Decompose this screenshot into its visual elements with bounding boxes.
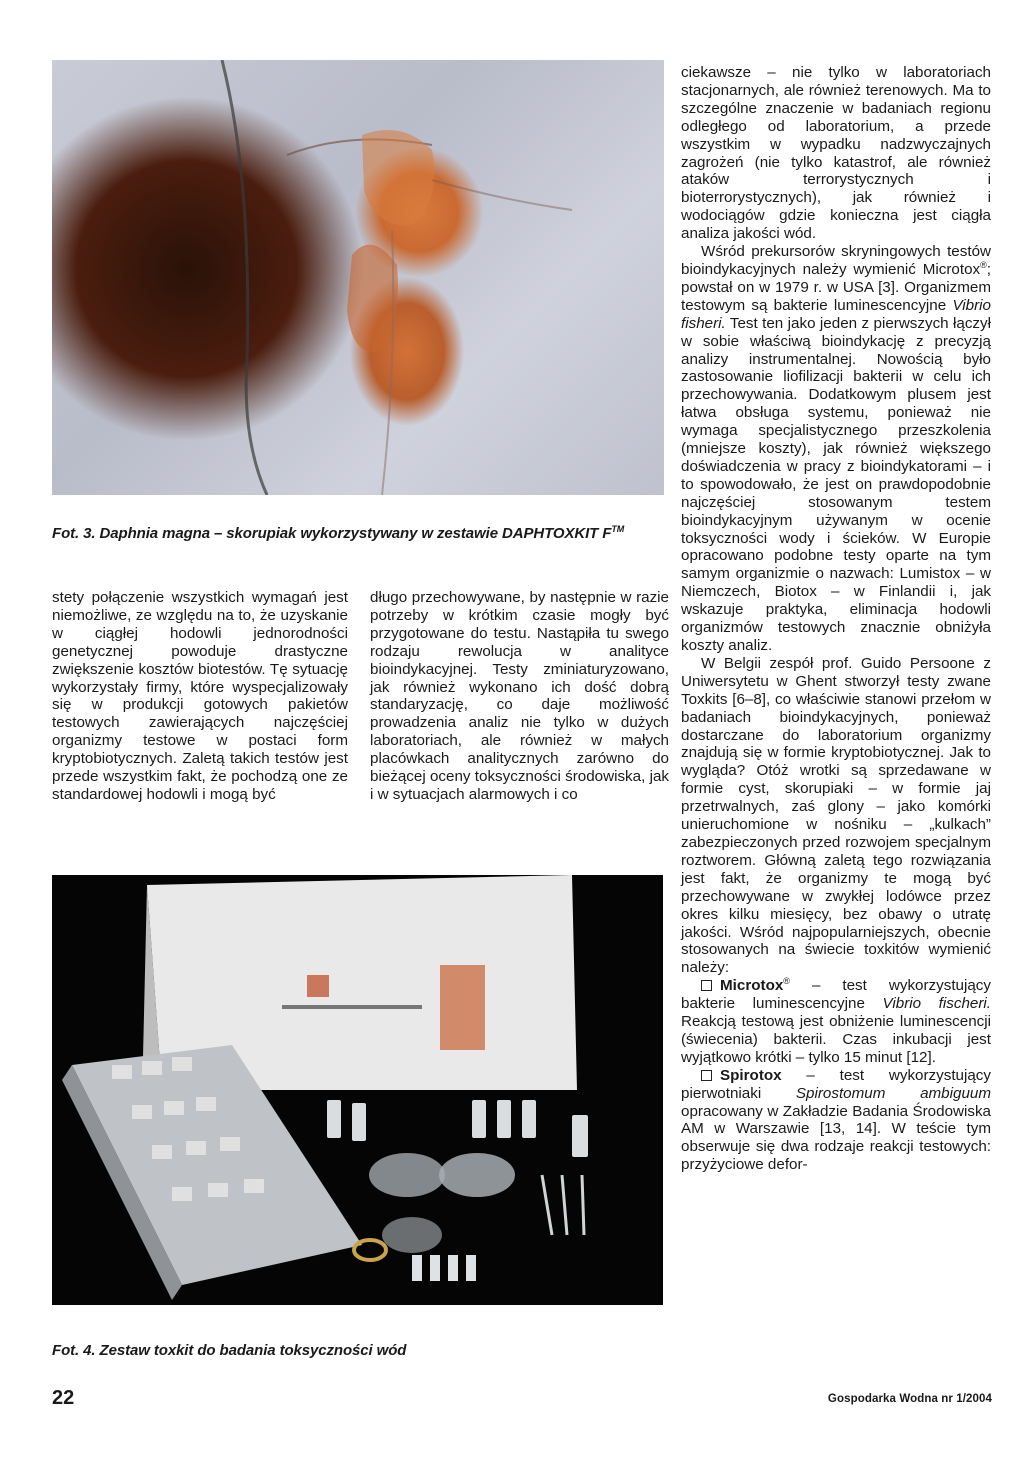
list-item: Microtox® – test wykorzystujący bakterie luminescencyjne Vibrio fischeri. Reakcją testową jest obniżenie luminescencji (świecenia) bakterii. Czas inkubacji jest wyjątkowo krótki – tylko 15 minut [12]. — [681, 976, 991, 1066]
toxkit-photo — [52, 875, 663, 1305]
checkbox-square-icon — [701, 980, 712, 991]
page-number: 22 — [52, 1387, 75, 1409]
text-column-1 — [52, 589, 348, 804]
text-column-3 — [681, 64, 991, 1174]
paragraph: W Belgii zespół prof. Guido Persoone z Uniwersytetu w Ghent stworzył testy zwane Toxkits [6–8], co właściwie stanowi przełom w badaniach bioindykacyjnych, ponieważ dostarczane do laboratorium organizmy znajdują się w formie kryptobiotycznej. Jak to wygląda? Otóż wrotki są sprzedawane w formie cyst, skorupiaki – w formie jaj przetrwalnych, zaś glony – jako komórki unieruchomione w nośniku – „kulkach” zabezpieczonych przed rozwojem specjalnym roztworem. Główną zaletą tego rozwiązania jest fakt, że organizmy te mogą być przechowywane w zwykłej lodówce przez okres kilku miesięcy, bez obawy o utratę jakości. Wśród najpopularniejszych, obecnie stosowanych na świecie toxkitów wymienić należy: — [681, 654, 991, 977]
paragraph: stety połączenie wszystkich wymagań jest niemożliwe, ze względu na to, że uzyskanie w ciągłej hodowli jednorodności genetycznej powoduje drastyczne zwiększenie kosztów biotestów. Tę sytuację wykorzystały firmy, które wyspecjalizowały się w produkcji gotowych pakietów testowych zawierających najczęściej organizmy testowe w postaci form kryptobiotycznych. Zaletą takich testów jest przede wszystkim fakt, że pochodzą one ze standardowej hodowli i mogą być — [52, 589, 348, 803]
paragraph: ciekawsze – nie tylko w laboratoriach stacjonarnych, ale również terenowych. Ma to szczególne znaczenie w badaniach regionu odległego od laboratorium, a przede wszystkim w wypadku nadzwyczajnych zagrożeń (nie tylko katastrof, ale również ataków terrorystycznych i bioterrorystycznych), jak również i wodociągów gdzie konieczna jest ciągła analiza jakości wód. — [681, 64, 991, 243]
daphnia-photo — [52, 60, 664, 495]
checkbox-square-icon — [701, 1070, 712, 1081]
list-item: Spirotox – test wykorzystujący pierwotniaki Spirostomum ambiguum opracowany w Zakładzie Badania Środowiska AM w Warszawie [13, 14]. W teście tym obserwuje się dwa rodzaje reakcji testowych: przyżyciowe defor- — [681, 1066, 991, 1174]
daphnia-illustration — [52, 60, 664, 495]
figure-3-caption: Fot. 3. Daphnia magna – skorupiak wykorzystywany w zestawie DAPHTOXKIT F™ — [52, 524, 625, 542]
paragraph: długo przechowywane, by następnie w razie potrzeby w krótkim czasie mogły być przygotowane do testu. Nastąpiła tu swego rodzaju rewolucja w analityce bioindykacyjnej. Testy zminiaturyzowano, jak również wykonano ich dość dobrą standaryzację, co daje możliwość prowadzenia analiz nie tylko w dużych laboratoriach, ale również w małych placówkach analitycznych zarówno do bieżącej oceny toksyczności środowiska, jak i w sytuacjach alarmowych i co — [370, 589, 669, 803]
paragraph: Wśród prekursorów skryningowych testów bioindykacyjnych należy wymienić Microtox®; powstał on w 1979 r. w USA [3]. Organizmem testowym są bakterie luminescencyjne Vibrio fisheri. Test ten jako jeden z pierwszych łączył w sobie właściwą bioindykację z precyzją analizy instrumentalnej. Nowością było zastosowanie liofilizacji bakterii w celu ich przechowywania. Dodatkowym plusem jest łatwa obsługa systemu, ponieważ nie wymaga specjalistycznego przeszkolenia (mniejsze koszty), jak również większego doświadczenia w pracy z bioindykatorami – i to spowodowało, że jest on prawdopodobnie najczęściej stosowanym testem bioindykacyjnym używanym w ocenie toksyczności wody i ścieków. W Europie opracowano podobne testy oparte na tym samym organizmie o nazwach: Lumistox – w Niemczech, Biotox – w Finlandii i, jak wskazuje praktyka, eliminacja hodowli organizmów testowych znacznie obniżyła koszty analiz. — [681, 243, 991, 654]
journal-name: Gospodarka Wodna nr 1/2004 — [827, 1393, 992, 1405]
figure-4-caption: Fot. 4. Zestaw toxkit do badania toksyczności wód — [52, 1342, 407, 1359]
toxkit-illustration — [52, 875, 663, 1305]
text-column-2 — [370, 589, 669, 804]
